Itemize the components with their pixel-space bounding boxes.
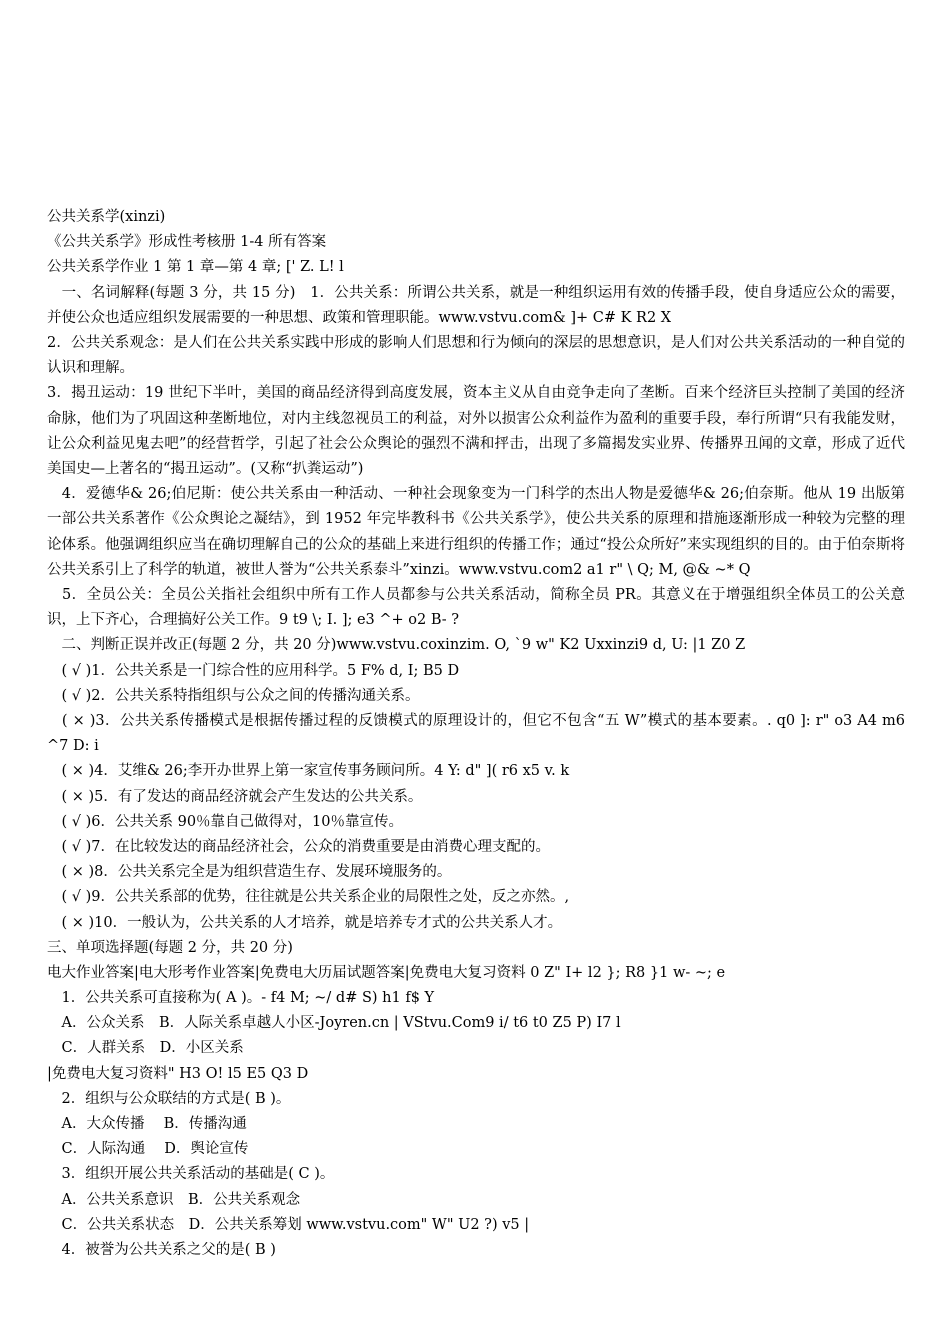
true-false-item: ( √ )1．公共关系是一门综合性的应用科学。5 F% d, I; B5 D (47, 662, 460, 679)
definition-public-relations: 一、名词解释(每题 3 分，共 15 分) 1．公共关系：所谓公共关系，就是一种组织运用有效的传播手段，使自身适应公众的需要，并使公众也适应组织发展需要的一种思想、政策和管理职能。www.vstvu.com& ]+ C# K R2 X (47, 284, 905, 326)
question-item: 4．被誉为公共关系之父的是( B ) (47, 1241, 276, 1258)
question-options: C．人群关系 D．小区关系 (47, 1040, 244, 1057)
question-options: C．公共关系状态 D．公共关系筹划 www.vstvu.com" W" U2 ?) v5 | (47, 1216, 530, 1233)
true-false-item: ( √ )6．公共关系 90％靠自己做得对，10％靠宣传。 (47, 813, 404, 830)
watermark-line: 电大作业答案|电大形考作业答案|免费电大历届试题答案|免费电大复习资料 0 Z" I+ l2 }; R8 }1 w- ~; e (47, 964, 726, 981)
assignment-heading: 公共关系学作业 1 第 1 章—第 4 章; [' Z. L! l (47, 259, 344, 276)
document-body (47, 205, 905, 1263)
question-options: A．公共关系意识 B．公共关系观念 (47, 1191, 301, 1208)
watermark-line: |免费电大复习资料" H3 O! l5 E5 Q3 D (47, 1065, 309, 1082)
document-subtitle: 《公共关系学》形成性考核册 1-4 所有答案 (47, 234, 327, 251)
true-false-item: ( × )5．有了发达的商品经济就会产生发达的公共关系。 (47, 788, 423, 805)
true-false-item: ( × )10．一般认为，公共关系的人才培养，就是培养专才式的公共关系人才。 (47, 914, 563, 931)
true-false-item: ( √ )9．公共关系部的优势，往往就是公共关系企业的局限性之处，反之亦然。, (47, 889, 570, 906)
question-options: A．公众关系 B．人际关系卓越人小区-Joyren.cn | VStvu.Com9 i/ t6 t0 Z5 P) I7 l (47, 1015, 621, 1032)
question-item: 2．组织与公众联结的方式是( B )。 (47, 1090, 291, 1107)
question-options: C．人际沟通 D．舆论宣传 (47, 1141, 249, 1158)
question-options: A．大众传播 B．传播沟通 (47, 1116, 247, 1132)
definition-all-staff-pr: 5．全员公关：全员公关指社会组织中所有工作人员都参与公共关系活动，简称全员 PR。其意义在于增强组织全体员工的公关意识，上下齐心，合理搞好公关工作。9 t9 \; I. ]; e3 ^+ o2 B- ? (47, 587, 905, 629)
true-false-item: ( × )3．公共关系传播模式是根据传播过程的反馈模式的原理设计的，但它不包含“五 W”模式的基本要素。. q0 ]: r" o3 A4 m6 ^7 D: i (47, 712, 905, 755)
true-false-item: ( √ )7．在比较发达的商品经济社会，公众的消费重要是由消费心理支配的。 (47, 838, 550, 855)
section-true-false-heading: 二、判断正误并改正(每题 2 分，共 20 分)www.vstvu.coxinzim. O, `9 w" K2 Uxxinzi9 d, U: |1 Z0 Z (47, 637, 746, 654)
true-false-item: ( √ )2．公共关系特指组织与公众之间的传播沟通关系。 (47, 687, 420, 704)
definition-bernays: 4．爱德华& 26;伯尼斯：使公共关系由一种活动、一种社会现象变为一门科学的杰出人物是爱德华& 26;伯奈斯。他从 19 出版第一部公共关系著作《公众舆论之凝结》，到 1952 年完毕教科书《公共关系学》，使公共关系的原理和措施逐渐形成一种较为完整的理论体系。他强调组织应当在确切理解自己的公众的基础上来进行组织的传播工作；通过“投公众所好”来实现组织的目的。由于伯奈斯将公共关系引上了科学的轨道，被世人誉为“公共关系泰斗”xinzi。www.vstvu.com2 a1 r" \ Q; M, @& ~* Q (47, 486, 906, 578)
question-item: 3．组织开展公共关系活动的基础是( C )。 (47, 1166, 335, 1183)
document-title: 公共关系学(xinzi) (47, 209, 166, 225)
true-false-item: ( × )4．艾维& 26;李开办世界上第一家宣传事务顾问所。4 Y: d" ]( r6 x5 v. k (47, 763, 570, 780)
true-false-item: ( × )8．公共关系完全是为组织营造生存、发展环境服务的。 (47, 864, 452, 881)
definition-muckraking: 3．揭丑运动：19 世纪下半叶，美国的商品经济得到高度发展，资本主义从自由竞争走向了垄断。百来个经济巨头控制了美国的经济命脉，他们为了巩固这种垄断地位，对内主线忽视员工的利益，对外以损害公众利益作为盈利的重要手段，奉行所谓“只有我能发财，让公众利益见鬼去吧”的经营哲学，引起了社会公众舆论的强烈不满和抨击，出现了多篇揭发实业界、传播界丑闻的文章，形成了近代美国史—上著名的“揭丑运动”。(又称“扒粪运动”) (47, 385, 905, 477)
definition-pr-concept: 2．公共关系观念：是人们在公共关系实践中形成的影响人们思想和行为倾向的深层的思想意识，是人们对公共关系活动的一种自觉的认识和理解。 (47, 334, 905, 377)
section-single-choice-heading: 三、单项选择题(每题 2 分，共 20 分) (47, 939, 293, 956)
question-item: 1．公共关系可直接称为( A )。- f4 M; ~/ d# S) h1 f$ Y (47, 990, 435, 1007)
